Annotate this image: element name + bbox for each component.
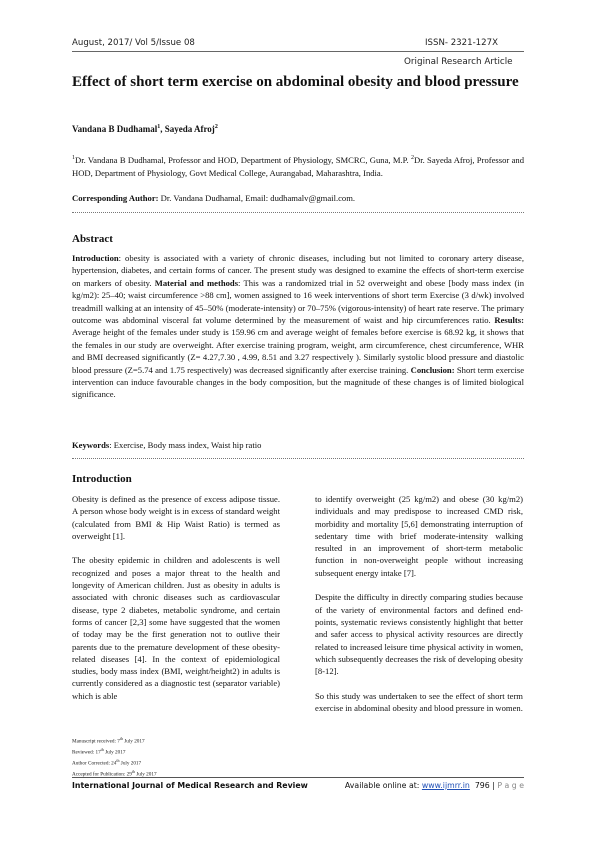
keywords [72,440,261,450]
author-separator: , [160,124,165,134]
abstract-methods-text: : This was a randomized trial in 52 overweight and obese [body mass index (in kg/m2): 25–40; waist circumference >88 cm], women assigned to 16 week interventions of short term Exercise (3 d/wk) involved treadmill walking at an intensity of 45–50% (moderate-intensity) or 70–75% (vigorous-intensity) of heart rate reserve. The primary outcome was abdominal visceral fat volume determined by the measurement of waist and hip circumferences ratio. [72,277,524,326]
intro-paragraph: Despite the difficulty in directly comparing studies because of the variety of environmental factors and defined end-points, systematic reviews consistently highlight that better and safer access to physical activity resources are directly related to increased leisure time physical activity in women, which subsequently decreases the risk of developing obesity [8-12]. [315,592,523,677]
affil-1-sup: 1 [72,155,75,161]
date-sup: th [116,758,120,764]
corresponding-author [72,193,355,203]
intro-paragraph: So this study was undertaken to see the effect of short term exercise in abdominal obesity and blood pressure in women. [315,690,523,714]
date-sup: th [100,747,104,753]
author-line [72,124,218,134]
affil-2-text: Dr. Sayeda Afroj, Professor and HOD, Department of Physiology, Govt Medical College, Aurangabad, Maharashtra, India. [72,154,524,178]
corresponding-text: Dr. Vandana Dudhamal, Email: dudhamalv@gmail.com. [158,193,356,203]
abstract-results-text: Average height of the females under study is 159.96 cm and average weight of females before exercise is 68.92 kg, it shows that the females in our study are overweight. After exercise training program, weight, arm circumference, chest circumference, WHR and BMI decreased significantly (Z= 4.27,7.30 , 4.99, 8.51 and 3.27 respectively ). Similarly systolic blood pressure and diastolic blood pressure (Z=5.74 and 1.75 respectively) was decreased significantly after exercise training. [72,327,524,375]
author-2: Sayeda Afroj [164,124,215,134]
journal-url-link[interactable]: www.ijmrr.in [421,781,470,790]
keywords-text: : Exercise, Body mass index, Waist hip ratio [109,440,262,450]
author-2-sup: 2 [214,124,218,130]
date-rest: July 2017 [122,738,145,745]
introduction-heading: Introduction [72,473,132,485]
intro-paragraph: to identify overweight (25 kg/m2) and obese (30 kg/m2) individuals and may predispose to increased CMD risk, morbidity and mortality [5,6] demonstrating interruption of sedentary time with brief moderate-intensity walking resulted in an improvement of short-term metabolic function in non-overweight people without increasing subsequent energy intake [7]. [315,494,523,578]
issue-date: August, 2017/ Vol 5/Issue 08 [72,38,195,48]
corresponding-label: Corresponding Author: [72,193,159,203]
affil-2-sup: 2 [410,155,414,161]
manuscript-date-line [72,746,157,757]
issn: ISSN- 2321-127X [425,38,498,48]
page-word: P a g e [497,781,524,790]
divider-1 [72,212,524,213]
divider-2 [72,458,524,459]
article-type: Original Research Article [404,57,513,67]
abstract-intro-text: : obesity is associated with a variety of chronic diseases, including but not limited to coronary artery disease, hypertension, diabetes, and certain forms of cancer. The present study was designed to examine the effects of short-term exercise on markers of obesity. [72,253,524,288]
intro-paragraph: Obesity is defined as the presence of excess adipose tissue. A person whose body weight is in excess of standard weight (calculated from BMI & Hip Waist Ratio) is termed as overweight [1]. [72,494,280,541]
abstract-conclusion-label: Conclusion: [410,364,455,375]
date-sup: th [131,769,135,775]
manuscript-date-line [72,735,157,746]
intro-paragraph: The obesity epidemic in children and adolescents is well recognized and poses a major threat to the health and longevity of American children. Just as obesity in adults is associated with chronic diseases such as cardiovascular disease, type 2 diabetes, metabolic syndrome, and certain forms of cancer [2,3] some have suggested that the women of today may be the first generation not to outlive their parents due to the premature development of these obesity-related diseases [4]. In the context of epidemiological studies, body mass index (BMI, weight/height2) in adults is currently considered as a diagnostic test (separator variable) which is able [72,555,280,701]
page-separator: | [489,781,498,790]
intro-right-column [315,493,523,727]
abstract-heading: Abstract [72,233,113,245]
abstract-body [72,252,524,401]
manuscript-dates [72,735,157,779]
page-number: 796 [474,781,490,790]
header-rule [72,51,524,52]
affil-1-text: Dr. Vandana B Dudhamal, Professor and HOD, Department of Physiology, SMCRC, Guna, M.P. [75,154,411,165]
manuscript-date-line [72,757,157,768]
footer-rule [72,777,524,778]
abstract-results-label: Results: [494,315,524,326]
date-label: Manuscript received: 7 [72,738,120,745]
author-1: Vandana B Dudhamal [72,124,158,134]
journal-name: International Journal of Medical Research and Review [72,781,308,790]
date-rest: July 2017 [134,771,157,778]
date-label: Reviewed: 17 [72,749,101,756]
abstract-conclusion-text: Short term exercise intervention can induce favourable changes in the body composition, but the magnitude of these changes is of limited biological significance. [72,364,525,400]
affiliations [72,152,524,180]
intro-left-column [72,493,280,714]
author-1-sup: 1 [157,124,161,130]
date-rest: July 2017 [103,749,126,756]
available-online-label: Available online at: [344,781,422,790]
abstract-intro-label: Introduction [72,253,119,263]
date-sup: th [119,736,123,741]
keywords-label: Keywords [72,440,110,450]
footer-right [345,781,524,790]
paper-title: Effect of short term exercise on abdominal obesity and blood pressure [72,74,519,90]
date-rest: July 2017 [119,760,142,767]
abstract-methods-label: Material and methods [154,277,239,288]
date-label: Accepted for Publication: 29 [72,771,132,778]
date-label: Author Corrected: 24 [72,760,117,767]
